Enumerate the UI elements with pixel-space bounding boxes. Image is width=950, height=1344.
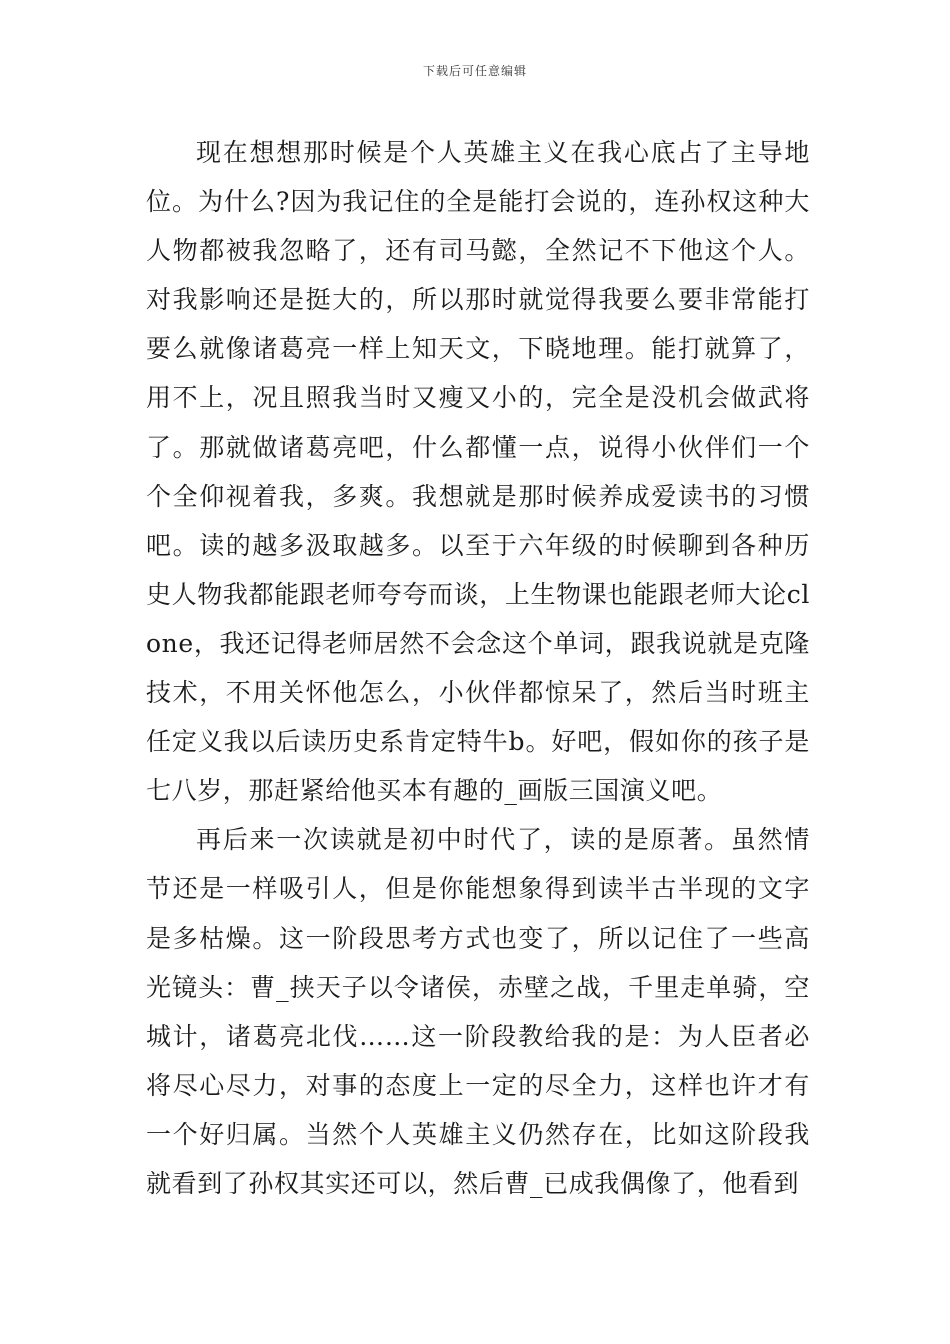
document-body bbox=[146, 128, 810, 1208]
paragraph-2: 再后来一次读就是初中时代了，读的是原著。虽然情节还是一样吸引人，但是你能想象得到读半古半现的文字是多枯燥。这一阶段思考方式也变了，所以记住了一些高光镜头：曹_挟天子以令诸侯，赤壁之战，千里走单骑，空城计，诸葛亮北伐……这一阶段教给我的是：为人臣者必将尽心尽力，对事的态度上一定的尽全力，这样也许才有一个好归属。当然个人英雄主义仍然存在，比如这阶段我就看到了孙权其实还可以，然后曹_已成我偶像了，他看到 bbox=[146, 825, 810, 1198]
paragraph-1: 现在想想那时候是个人英雄主义在我心底占了主导地位。为什么?因为我记住的全是能打会说的，连孙权这种大人物都被我忽略了，还有司马懿，全然记不下他这个人。对我影响还是挺大的，所以那时就觉得我要么要非常能打要么就像诸葛亮一样上知天文，下晓地理。能打就算了，用不上，况且照我当时又瘦又小的，完全是没机会做武将了。那就做诸葛亮吧，什么都懂一点，说得小伙伴们一个个全仰视着我，多爽。我想就是那时候养成爱读书的习惯吧。读的越多汲取越多。以至于六年级的时候聊到各种历史人物我都能跟老师夸夸而谈，上生物课也能跟老师大论clone，我还记得老师居然不会念这个单词，跟我说就是克隆技术，不用关怀他怎么，小伙伴都惊呆了，然后当时班主任定义我以后读历史系肯定特牛b。好吧，假如你的孩子是七八岁，那赶紧给他买本有趣的_画版三国演义吧。 bbox=[146, 138, 810, 806]
page-header: 下载后可任意编辑 bbox=[422, 64, 527, 78]
